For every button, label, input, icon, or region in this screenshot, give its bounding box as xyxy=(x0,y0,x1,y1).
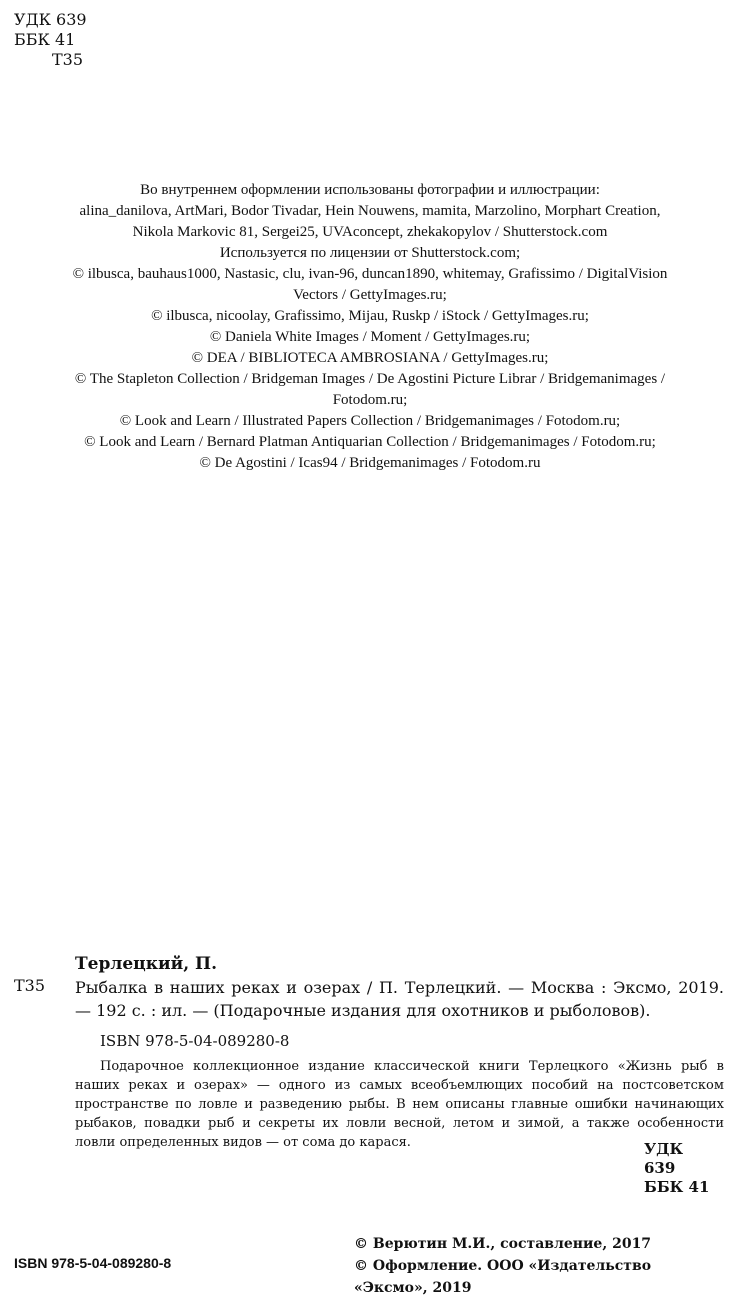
credit-line: © ilbusca, nicoolay, Grafissimo, Mijau, Ruskp / iStock / GettyImages.ru; xyxy=(151,308,589,324)
credit-line: © Daniela White Images / Moment / GettyImages.ru; xyxy=(209,329,531,345)
credit-line: Vectors / GettyImages.ru; xyxy=(293,287,447,303)
credit-line: Во внутреннем оформлении использованы фотографии и иллюстрации: xyxy=(140,182,600,198)
bibliographic-description: Рыбалка в наших реках и озерах / П. Терлецкий. — Москва : Эксмо, 2019. — 192 с. : ил. — (Подарочные издания для охотников и рыболовов). xyxy=(75,978,724,1020)
annotation: Подарочное коллекционное издание классической книги Терлецкого «Жизнь рыб в наших реках и озерах» — одного из самых всеобъемлющих пособий на постсоветском пространстве по ловле и разведению рыбы. В нем описаны главные ошибки начинающих рыбаков, повадки рыб и секреты их ловли весной, летом и зимой, а также особенности ловли определенных видов — от сома до карася. xyxy=(75,1059,724,1150)
credit-line: © DEA / BIBLIOTECA AMBROSIANA / GettyImages.ru; xyxy=(191,350,549,366)
bbk-bottom: ББК 41 xyxy=(644,1178,710,1196)
bibliographic-classification xyxy=(644,1140,718,1197)
credit-line: Nikola Markovic 81, Sergei25, UVAconcept, zhekakopylov / Shutterstock.com xyxy=(132,224,608,240)
bbk-top: ББК 41 xyxy=(14,30,76,49)
credit-line: Используется по лицензии от Shutterstock.com; xyxy=(219,245,521,261)
bibliographic-isbn: ISBN 978-5-04-089280-8 xyxy=(100,1032,290,1050)
credit-line: © De Agostini / Icas94 / Bridgemanimages / Fotodom.ru xyxy=(199,455,541,471)
credit-line: alina_danilova, ArtMari, Bodor Tivadar, Hein Nouwens, mamita, Marzolino, Morphart Creation, xyxy=(79,203,661,219)
udk-top: УДК 639 xyxy=(14,10,87,29)
copyright-compilation: © Верютин М.И., составление, 2017 xyxy=(354,1236,652,1252)
credit-line: © Look and Learn / Bernard Platman Antiquarian Collection / Bridgemanimages / Fotodom.ru; xyxy=(84,434,656,450)
credit-line: © The Stapleton Collection / Bridgeman Images / De Agostini Picture Librar / Bridgemanimages / xyxy=(74,371,666,387)
bibliographic-mark: Т35 xyxy=(14,976,46,995)
copyright-design: © Оформление. ООО «Издательство «Эксмо», 2019 xyxy=(354,1258,652,1296)
bibliographic-author: Терлецкий, П. xyxy=(75,954,218,974)
credit-line: Fotodom.ru; xyxy=(332,392,408,408)
copyright-block xyxy=(354,1233,726,1299)
credit-line: © ilbusca, bauhaus1000, Nastasic, clu, ivan-96, duncan1890, whitemay, Grafissimo / DigitalVision xyxy=(72,266,668,282)
footer-isbn: ISBN 978-5-04-089280-8 xyxy=(14,1255,172,1271)
udk-bottom: УДК 639 xyxy=(644,1140,684,1177)
credit-line: © Look and Learn / Illustrated Papers Collection / Bridgemanimages / Fotodom.ru; xyxy=(119,413,621,429)
author-mark-top: Т35 xyxy=(52,50,84,69)
image-credits xyxy=(14,180,726,474)
